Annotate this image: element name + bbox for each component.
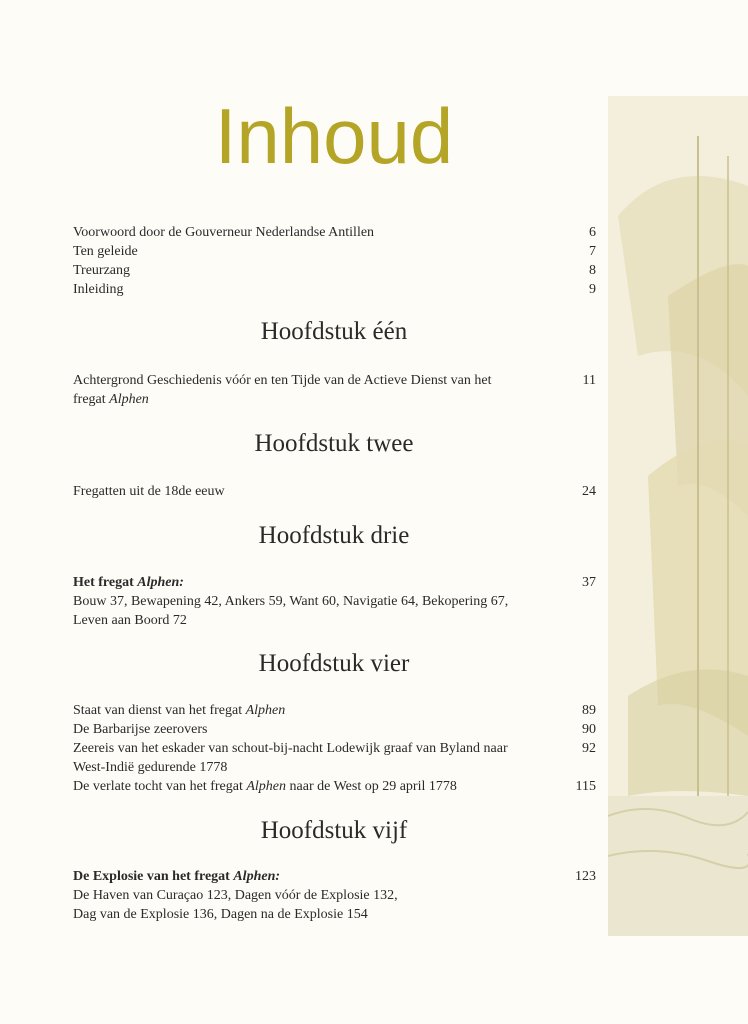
- chapter-heading: Hoofdstuk vijf: [260, 817, 408, 844]
- toc-page-number: 9: [589, 282, 596, 297]
- toc-page-number: 90: [582, 722, 596, 737]
- toc-entry-text: Treurzang: [73, 263, 131, 278]
- toc-page-number: 89: [582, 703, 596, 718]
- page-title: Inhoud: [214, 92, 454, 180]
- toc-subentry-line: Dag van de Explosie 136, Dagen na de Explosie 154: [73, 907, 368, 922]
- toc-entry: [73, 482, 596, 501]
- chapter-heading: Hoofdstuk twee: [254, 430, 414, 457]
- toc-entry: [73, 261, 596, 280]
- toc-subentries: Bouw 37, Bewapening 42, Ankers 59, Want 60, Navigatie 64, Bekopering 67, Leven aan Boord 72: [73, 594, 509, 628]
- toc-entry: [73, 867, 596, 924]
- toc-entry-text: De verlate tocht van het fregat Alphen naar de West op 29 april 1778: [73, 779, 457, 794]
- toc-entry: [73, 720, 596, 739]
- chapter-heading: Hoofdstuk vier: [258, 650, 410, 677]
- toc-entry-text: Voorwoord door de Gouverneur Nederlandse Antillen: [73, 225, 375, 240]
- toc-entry: [73, 739, 596, 777]
- ship-illustration-background: [608, 96, 748, 936]
- toc-page-number: 115: [575, 779, 596, 794]
- toc-entry: [73, 242, 596, 261]
- toc-entry-text: Fregatten uit de 18de eeuw: [73, 484, 225, 499]
- toc-entry-text: Achtergrond Geschiedenis vóór en ten Tijde van de Actieve Dienst van het fregat Alphen: [73, 373, 492, 407]
- chapter-heading: Hoofdstuk één: [260, 318, 408, 345]
- chapter-heading: Hoofdstuk drie: [258, 522, 410, 549]
- toc-entry-text: De Explosie van het fregat Alphen:: [73, 869, 281, 884]
- toc-entry-text: Inleiding: [73, 282, 124, 297]
- toc-page-number: 92: [582, 741, 596, 756]
- toc-page-number: 11: [582, 373, 596, 388]
- toc-entry: [73, 701, 596, 720]
- toc-entry-text: Zeereis van het eskader van schout-bij-nacht Lodewijk graaf van Byland naar West-Indië gedurende 1778: [73, 741, 508, 775]
- ship-name: Alphen: [109, 392, 149, 407]
- toc-entry-text: Ten geleide: [73, 244, 138, 259]
- toc-entry-text: De Barbarijse zeerovers: [73, 722, 208, 737]
- toc-entry: [73, 223, 596, 242]
- toc-subentry-line: De Haven van Curaçao 123, Dagen vóór de Explosie 132,: [73, 888, 398, 903]
- ship-name: Alphen: [246, 779, 287, 794]
- toc-page-number: 37: [582, 575, 596, 590]
- toc-page-number: 6: [589, 225, 596, 240]
- ship-name: Alphen:: [137, 575, 184, 590]
- toc-entry: [73, 573, 596, 630]
- toc-entry-text: Het fregat Alphen:: [73, 575, 184, 590]
- toc-entry-text: Staat van dienst van het fregat Alphen: [73, 703, 286, 718]
- ship-name: Alphen:: [233, 869, 281, 884]
- toc-page-number: 24: [582, 484, 596, 499]
- toc-page-number: 123: [575, 869, 596, 884]
- toc-entry: [73, 371, 596, 409]
- ship-name: Alphen: [245, 703, 286, 718]
- toc-page-number: 7: [589, 244, 596, 259]
- toc-entry: [73, 280, 596, 299]
- toc-entry: [73, 777, 596, 796]
- toc-page-number: 8: [589, 263, 596, 278]
